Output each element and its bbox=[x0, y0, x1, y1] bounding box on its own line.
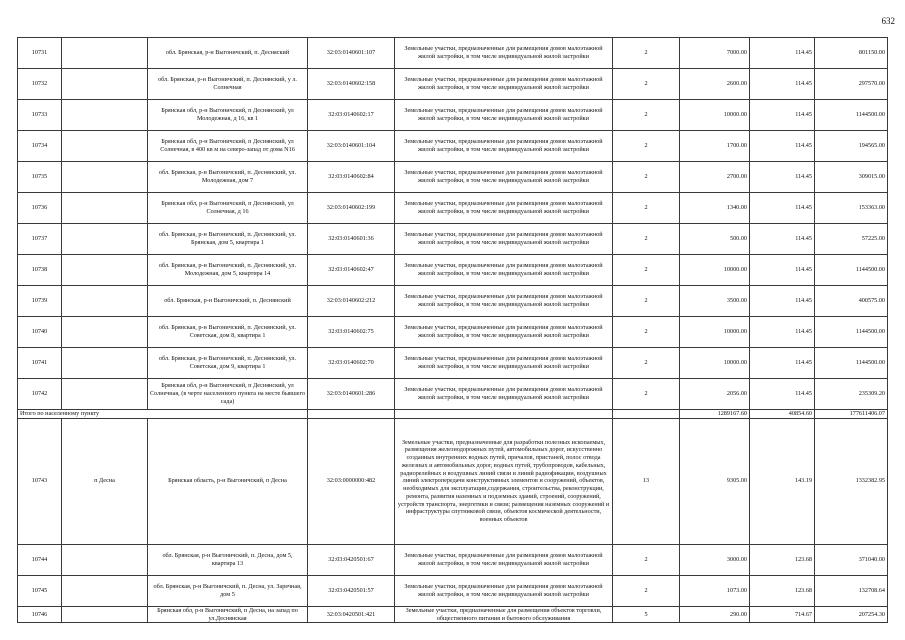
row-rate: 123.68 bbox=[750, 544, 815, 575]
row-permitted-use: Земельные участки, предназначенные для размещения домов малоэтажной жилой застройки, в том числе индивидуальной жилой застройки bbox=[395, 286, 613, 317]
row-number: 10746 bbox=[18, 606, 62, 623]
row-category: 2 bbox=[613, 575, 680, 606]
row-category: 5 bbox=[613, 606, 680, 623]
row-permitted-use: Земельные участки, предназначенные для размещения домов малоэтажной жилой застройки, в том числе индивидуальной жилой застройки bbox=[395, 575, 613, 606]
row-number: 10732 bbox=[18, 69, 62, 100]
table-row bbox=[18, 575, 888, 606]
row-cadastral-number: 32:03:0140602:75 bbox=[308, 317, 395, 348]
row-category: 2 bbox=[613, 224, 680, 255]
table-row bbox=[18, 224, 888, 255]
table-row bbox=[18, 418, 888, 544]
row-cadastral-number: 32:03:0140601:107 bbox=[308, 38, 395, 69]
row-cadastral-value: 309015.00 bbox=[815, 162, 888, 193]
table-row bbox=[18, 348, 888, 379]
row-cadastral-value: 297570.00 bbox=[815, 69, 888, 100]
row-cadastral-value: 194565.00 bbox=[815, 131, 888, 162]
row-address: Брянская область, р-н Выгоничский, п Десна bbox=[148, 418, 308, 544]
row-category: 2 bbox=[613, 193, 680, 224]
row-permitted-use: Земельные участки, предназначенные для размещения домов малоэтажной жилой застройки, в том числе индивидуальной жилой застройки bbox=[395, 317, 613, 348]
row-number: 10731 bbox=[18, 38, 62, 69]
table-row bbox=[18, 379, 888, 410]
row-cadastral-number: 32:03:0140602:212 bbox=[308, 286, 395, 317]
row-area: 3500.00 bbox=[680, 286, 750, 317]
row-rate: 114.45 bbox=[750, 131, 815, 162]
row-permitted-use: Земельные участки, предназначенные для разработки полезных ископаемых, размещения железнодорожных путей, автомобильных дорог, искусственно созданных внутренних водных путей, причалов, пристаней, полос отвода железных и автомобильных дорог, водных путей, трубопроводов, кабельных, радиорелейных и воздушных линий связи и линий радиофикации, воздушных линий электропередачи конструктивных элементов и сооружений, объектов, необходимых для эксплуатации,содержания, строительства, реконструкции, ремонта, развития наземных и подземных зданий, строений, сооружений, устройств транспорта, энергетики и связи; размещения наземных сооружений и инфраструктуры спутниковой связи, объектов космической деятельности, военных объектов bbox=[395, 418, 613, 544]
row-cadastral-number: 32:03:0000000:482 bbox=[308, 418, 395, 544]
row-cadastral-value: 57225.00 bbox=[815, 224, 888, 255]
row-permitted-use: Земельные участки, предназначенные для размещения домов малоэтажной жилой застройки, в том числе индивидуальной жилой застройки bbox=[395, 100, 613, 131]
row-cadastral-number: 32:03:0140602:84 bbox=[308, 162, 395, 193]
row-number: 10740 bbox=[18, 317, 62, 348]
row-locality-cell bbox=[62, 224, 148, 255]
row-area: 290.00 bbox=[680, 606, 750, 623]
table-row bbox=[18, 69, 888, 100]
row-category: 2 bbox=[613, 100, 680, 131]
row-category: 2 bbox=[613, 255, 680, 286]
row-rate: 143.19 bbox=[750, 418, 815, 544]
total-value: 177611406.07 bbox=[815, 410, 888, 419]
land-registry-table bbox=[17, 37, 888, 623]
row-address: обл. Брянская, р-н Выгоничский, п. Деснянский, ул. Молодежная, дом 5, квартира 14 bbox=[148, 255, 308, 286]
row-address: обл. Брянская, р-н Выгоничский, п. Деснянский, ул. Советская, дом 9, квартира 1 bbox=[148, 348, 308, 379]
table-row bbox=[18, 606, 888, 623]
row-address: обл. Брянская, р-н Выгоничский, п. Деснянский, у л. Солнечная bbox=[148, 69, 308, 100]
row-address: Брянская обл, р-н Выгоничский, п Деснянский, ул Солнечная, (в черте населенного пункта на месте бывшего сада) bbox=[148, 379, 308, 410]
row-address: обл. Брянская, р-н Выгоничский, п. Деснянский, ул. Молодежная, дом 7 bbox=[148, 162, 308, 193]
row-permitted-use: Земельные участки, предназначенные для размещения домов малоэтажной жилой застройки, в том числе индивидуальной жилой застройки bbox=[395, 379, 613, 410]
locality-label: п Десна bbox=[62, 418, 148, 544]
total-rate: 40854.60 bbox=[750, 410, 815, 419]
row-category: 2 bbox=[613, 348, 680, 379]
row-area: 2056.00 bbox=[680, 379, 750, 410]
row-category: 2 bbox=[613, 544, 680, 575]
row-cadastral-value: 207254.30 bbox=[815, 606, 888, 623]
row-cadastral-value: 235309.20 bbox=[815, 379, 888, 410]
row-locality-cell bbox=[62, 69, 148, 100]
row-locality-cell bbox=[62, 38, 148, 69]
row-number: 10743 bbox=[18, 418, 62, 544]
row-rate: 123.68 bbox=[750, 575, 815, 606]
row-permitted-use: Земельные участки, предназначенные для размещения домов малоэтажной жилой застройки, в том числе индивидуальной жилой застройки bbox=[395, 193, 613, 224]
row-rate: 114.45 bbox=[750, 286, 815, 317]
row-cadastral-value: 132708.64 bbox=[815, 575, 888, 606]
row-cadastral-number: 32:03:0420501:57 bbox=[308, 575, 395, 606]
row-locality-cell bbox=[62, 606, 148, 623]
row-locality-cell bbox=[62, 379, 148, 410]
page-number: 632 bbox=[881, 16, 895, 26]
row-category: 13 bbox=[613, 418, 680, 544]
total-area: 1289167.60 bbox=[680, 410, 750, 419]
row-area: 1700.00 bbox=[680, 131, 750, 162]
row-area: 1073.00 bbox=[680, 575, 750, 606]
row-locality-cell bbox=[62, 317, 148, 348]
row-locality-cell bbox=[62, 286, 148, 317]
row-category: 2 bbox=[613, 286, 680, 317]
row-rate: 114.45 bbox=[750, 100, 815, 131]
row-cadastral-value: 1144500.00 bbox=[815, 348, 888, 379]
row-number: 10735 bbox=[18, 162, 62, 193]
row-number: 10739 bbox=[18, 286, 62, 317]
row-number: 10734 bbox=[18, 131, 62, 162]
row-locality-cell bbox=[62, 575, 148, 606]
row-category: 2 bbox=[613, 38, 680, 69]
row-rate: 114.45 bbox=[750, 69, 815, 100]
row-permitted-use: Земельные участки, предназначенные для размещения домов малоэтажной жилой застройки, в том числе индивидуальной жилой застройки bbox=[395, 544, 613, 575]
row-cadastral-value: 1332382.95 bbox=[815, 418, 888, 544]
row-locality-cell bbox=[62, 100, 148, 131]
row-category: 2 bbox=[613, 131, 680, 162]
row-cadastral-value: 801150.00 bbox=[815, 38, 888, 69]
row-category: 2 bbox=[613, 379, 680, 410]
row-rate: 114.45 bbox=[750, 348, 815, 379]
table-row bbox=[18, 38, 888, 69]
row-address: Брянская обл, р-н Выгоничский, п Деснянский, ул Солнечная, д 16 bbox=[148, 193, 308, 224]
row-rate: 114.45 bbox=[750, 317, 815, 348]
row-cadastral-number: 32:03:0140602:158 bbox=[308, 69, 395, 100]
row-address: обл. Брянская, р-н Выгоничский, п. Деснянский bbox=[148, 286, 308, 317]
row-area: 500.00 bbox=[680, 224, 750, 255]
row-address: обл. Брянская, р-н Выгоничский, п. Деснянский, ул. Брянская, дом 5, квартира 1 bbox=[148, 224, 308, 255]
row-category: 2 bbox=[613, 69, 680, 100]
row-cadastral-value: 1144500.00 bbox=[815, 100, 888, 131]
row-cadastral-value: 371040.00 bbox=[815, 544, 888, 575]
row-permitted-use: Земельные участки, предназначенные для размещения домов малоэтажной жилой застройки, в том числе индивидуальной жилой застройки bbox=[395, 224, 613, 255]
table-row bbox=[18, 317, 888, 348]
row-area: 2600.00 bbox=[680, 69, 750, 100]
row-category: 2 bbox=[613, 317, 680, 348]
row-cadastral-number: 32:03:0140602:47 bbox=[308, 255, 395, 286]
table-row bbox=[18, 544, 888, 575]
row-locality-cell bbox=[62, 544, 148, 575]
row-address: Брянская обл, р-н Выгоничский, п Десна, на запад по ул.Деснянская bbox=[148, 606, 308, 623]
row-cadastral-number: 32:03:0140601:286 bbox=[308, 379, 395, 410]
row-rate: 114.45 bbox=[750, 379, 815, 410]
row-locality-cell bbox=[62, 255, 148, 286]
row-permitted-use: Земельные участки, предназначенные для размещения объектов торговли, общественного питания и бытового обслуживания bbox=[395, 606, 613, 623]
row-rate: 114.45 bbox=[750, 193, 815, 224]
row-cadastral-number: 32:03:0140601:104 bbox=[308, 131, 395, 162]
row-address: обл. Брянская, р-н Выгоничский, п. Десна, ул. Заречная, дом 5 bbox=[148, 575, 308, 606]
row-locality-cell bbox=[62, 131, 148, 162]
table-row bbox=[18, 255, 888, 286]
row-rate: 114.45 bbox=[750, 224, 815, 255]
row-address: обл. Брянская, р-н Выгоничский, п. Десна, дом 5, квартира 13 bbox=[148, 544, 308, 575]
row-number: 10733 bbox=[18, 100, 62, 131]
row-cadastral-value: 1144500.00 bbox=[815, 317, 888, 348]
row-cadastral-number: 32:03:0140602:70 bbox=[308, 348, 395, 379]
row-area: 7000.00 bbox=[680, 38, 750, 69]
total-label: Итого по населенному пункту bbox=[18, 410, 308, 419]
row-cadastral-number: 32:03:0140602:199 bbox=[308, 193, 395, 224]
row-number: 10738 bbox=[18, 255, 62, 286]
row-permitted-use: Земельные участки, предназначенные для размещения домов малоэтажной жилой застройки, в том числе индивидуальной жилой застройки bbox=[395, 162, 613, 193]
row-category: 2 bbox=[613, 162, 680, 193]
table-row bbox=[18, 100, 888, 131]
row-permitted-use: Земельные участки, предназначенные для размещения домов малоэтажной жилой застройки, в том числе индивидуальной жилой застройки bbox=[395, 348, 613, 379]
row-rate: 114.45 bbox=[750, 162, 815, 193]
table-row bbox=[18, 286, 888, 317]
row-address: обл. Брянская, р-н Выгоничский, п. Деснянский, ул. Советская, дом 8, квартира 1 bbox=[148, 317, 308, 348]
row-permitted-use: Земельные участки, предназначенные для размещения домов малоэтажной жилой застройки, в том числе индивидуальной жилой застройки bbox=[395, 131, 613, 162]
row-cadastral-value: 153363.00 bbox=[815, 193, 888, 224]
row-number: 10737 bbox=[18, 224, 62, 255]
row-address: обл. Брянская, р-н Выгоничский, п. Десняский bbox=[148, 38, 308, 69]
row-area: 10000.00 bbox=[680, 255, 750, 286]
row-area: 10000.00 bbox=[680, 348, 750, 379]
row-cadastral-number: 32:03:0140601:36 bbox=[308, 224, 395, 255]
row-area: 10000.00 bbox=[680, 100, 750, 131]
row-address: Брянская обл, р-н Выгоничский, п Деснянский, ул Солнечная, в 400 кв м на северо-запад от дома N16 bbox=[148, 131, 308, 162]
row-address: Брянская обл, р-н Выгоничский, п Деснянский, ул Молодежная, д 16, кв 1 bbox=[148, 100, 308, 131]
row-locality-cell bbox=[62, 348, 148, 379]
row-number: 10744 bbox=[18, 544, 62, 575]
row-cadastral-number: 32:03:0420501:67 bbox=[308, 544, 395, 575]
row-permitted-use: Земельные участки, предназначенные для размещения домов малоэтажной жилой застройки, в том числе индивидуальной жилой застройки bbox=[395, 38, 613, 69]
row-permitted-use: Земельные участки, предназначенные для размещения домов малоэтажной жилой застройки, в том числе индивидуальной жилой застройки bbox=[395, 255, 613, 286]
row-number: 10736 bbox=[18, 193, 62, 224]
row-cadastral-number: 32:03:0420501:421 bbox=[308, 606, 395, 623]
row-locality-cell bbox=[62, 193, 148, 224]
row-number: 10745 bbox=[18, 575, 62, 606]
row-area: 1340.00 bbox=[680, 193, 750, 224]
row-area: 10000.00 bbox=[680, 317, 750, 348]
row-rate: 114.45 bbox=[750, 255, 815, 286]
row-cadastral-number: 32:03:0140602:17 bbox=[308, 100, 395, 131]
table-row bbox=[18, 193, 888, 224]
row-number: 10742 bbox=[18, 379, 62, 410]
row-area: 3000.00 bbox=[680, 544, 750, 575]
row-rate: 114.45 bbox=[750, 38, 815, 69]
row-permitted-use: Земельные участки, предназначенные для размещения домов малоэтажной жилой застройки, в том числе индивидуальной жилой застройки bbox=[395, 69, 613, 100]
total-row bbox=[18, 410, 888, 419]
row-locality-cell bbox=[62, 162, 148, 193]
table-row bbox=[18, 131, 888, 162]
row-cadastral-value: 1144500.00 bbox=[815, 255, 888, 286]
row-cadastral-value: 400575.00 bbox=[815, 286, 888, 317]
row-rate: 714.67 bbox=[750, 606, 815, 623]
row-number: 10741 bbox=[18, 348, 62, 379]
row-area: 2700.00 bbox=[680, 162, 750, 193]
table-row bbox=[18, 162, 888, 193]
row-area: 9305.00 bbox=[680, 418, 750, 544]
